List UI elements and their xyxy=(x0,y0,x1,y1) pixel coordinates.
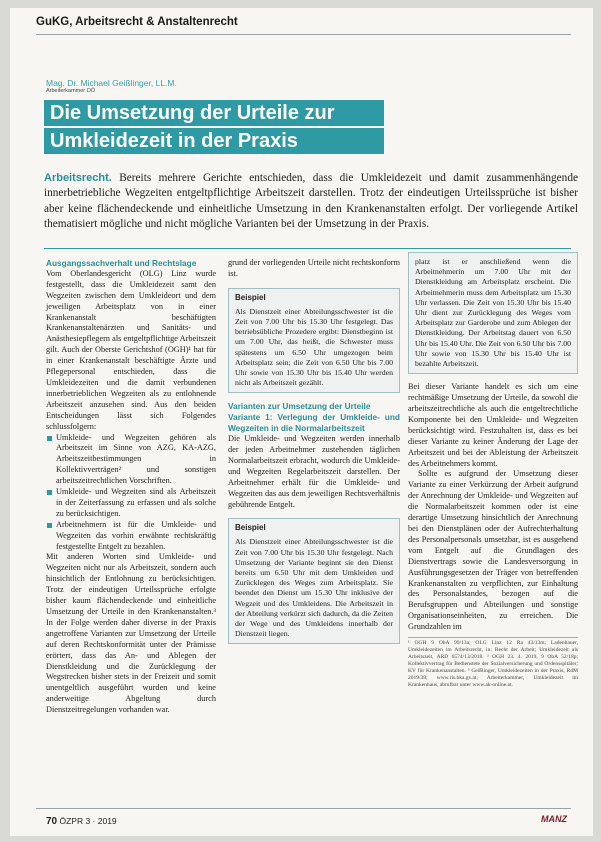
lead-paragraph xyxy=(44,171,578,233)
header-rule xyxy=(36,34,571,35)
example-box-2-text: Als Dienstzeit einer Abteilungsschwester ist die Zeit von 7.00 Uhr bis 15.30 Uhr festgelegt. Nach Umsetzung der Variante beginnt sie den Dienst bereits um 6.50 Uhr mit dem Umkleiden und Zurücklegen des Weges zum Arbeitsplatz. Sie beendet den Dienst um 15.30 Uhr inklusive der Wegzeit und des Umkleidens. Die Arbeitszeit in der Abteilung verkürzt sich dadurch, da die Zeiten der Wege und des Umkleidens innerhalb der Dienstzeit liegen. xyxy=(235,537,393,639)
lead-rule xyxy=(44,248,571,249)
list-item: Umkleide- und Wegzeiten gehören als Arbeitszeit im Sinne von AZG, KA-AZG, Arbeitszeitbestimmungen in Kollektivverträgen² und sonstigen arbeitszeitrechtlichen Vorschriften. xyxy=(56,432,216,486)
conclusions-list xyxy=(46,433,216,553)
list-item: Umkleide- und Wegzeiten sind als Arbeitszeit in der Zeiterfassung zu erfassen und als solche zu berücksichtigen. xyxy=(56,487,216,518)
section-heading-initial: Ausgangssachverhalt und Rechtslage xyxy=(46,258,197,268)
section-heading-variants: Varianten zur Umsetzung der Urteile xyxy=(228,401,371,412)
column-1 xyxy=(46,258,216,716)
journal-page xyxy=(10,8,593,836)
col3-paragraph-1: Bei dieser Variante handelt es sich um eine rechtmäßige Umsetzung der Urteile, da sowohl die arbeitszeitrechtliche als auch die entgeltrechtliche Komponente bei den Umkleide- und Wegzeiten berücksichtigt wird. Festzuhalten ist, dass es bei dieser Variante zu keiner Änderung der Lage der Arbeitszeit und bei der Ableistung der Arbeitszeit des Arbeitnehmers kommt. xyxy=(408,382,578,468)
col3-paragraph-2: Sollte es aufgrund der Umsetzung dieser Variante zu einer Verkürzung der Arbeit aufgrund der Anrechnung der Umkleide- und Wegzeiten auf die Normalarbeitszeit kommen oder ist eine derartige Umsetzung hinsichtlich der Anrechnung bei den Dienstplänen oder der Aufrechterhaltung des Personalpersonals umsetzbar, ist es ausgehend vom Entgelt auf die Grundlagen des Dienstvertrags sowie die Landesversorgung in Ausführungsgesetzen der Träger von betreffenden Krankenanstalten zu verpflichten, zur Einhaltung des Personalstandes, bezogen auf die Berufsgruppen und Abteilungen und sonstige Organisationseinheiten, zu erreichen. Die Grundzahlen im xyxy=(408,469,578,632)
running-head: GuKG, Arbeitsrecht & Anstaltenrecht xyxy=(36,16,238,28)
article-title-line-1: Die Umsetzung der Urteile zur xyxy=(44,100,384,126)
example-box-1-text: Als Dienstzeit einer Abteilungsschwester ist die Zeit von 7.00 Uhr bis 15.30 Uhr festgelegt. Das betriebsübliche Prozedere ergibt: Dienstbeginn ist um 7.00 Uhr, das heißt, die Schwester muss spätestens um 6.50 Uhr umgezogen beim Arbeitsplatz sein; die Zeit von 6.50 Uhr bis 7.00 Uhr sowie von 15.30 Uhr bis 15.40 Uhr werden nicht als Arbeitszeit gezählt. xyxy=(235,306,393,388)
page-footer xyxy=(46,816,117,827)
col2-paragraph-2: Die Umkleide- und Wegzeiten werden innerhalb der jeden Arbeitnehmer zustehenden täglichen Normalarbeitszeit erbracht, wodurch die Umkleide- und Wegzeiten Regelarbeitszeit darstellen. Der Arbeitnehmer erhält für die Umkleide- und Wegzeiten das aus dem jeweiligen Rechtsverhältnis gebührende Entgelt. xyxy=(228,434,400,509)
col1-paragraph-1: Vom Oberlandesgericht (OLG) Linz wurde festgestellt, dass die Umkleidezeit samt den Wegzeiten zwischen dem Umkleideort und dem jeweiligen Arbeitsplatz von in einer Krankenanstalt beschäftigten Krankenanstaltenärzten und Sanitäts- und Anästhesiepflegern als entgeltpflichtige Arbeitszeit gilt. Auch der Oberste Gerichtshof (OGH)¹ hat für in einer Krankenanstalt beschäftigte Ärzte und Pflegepersonal entschieden, dass die Umkleidezeiten und die damit verbundenen innerbetrieblichen Wegzeiten als zu entlohnende Arbeitszeit anzusehen sind. Aus den beiden Entscheidungen lässt sich Folgendes schlussfolgern: xyxy=(46,268,216,431)
footnotes: ¹ OGH 9 ObA 99/13a; OLG Linz 12 Ra 43/13m; Ladenbauer, Umkleidezeiten im Arbeitsrecht, in: Recht der Arbeit; Umkleidezeit als Arbeitszeit, ARD 6574/13/2018. ² OGH 23. 4. 2019, 9 ObA 52/18p; Kollektivvertrag für Bedienstete der Sozialversicherung und Ordensspitäler; KV für Krankenanstalten. ³ Geißlinger, Umkleidezeiten in der Praxis, RdM 2019/38; www.ris.bka.gv.at; Arbeiterkammer, Umkleidezeit im Krankenhaus, abrufbar unter www.ak-online.at. xyxy=(408,637,578,689)
author-affiliation: Arbeiterkammer OÖ xyxy=(46,88,96,94)
example-box-1-heading: Beispiel xyxy=(235,292,266,302)
example-box-continued xyxy=(408,252,578,374)
example-box-2 xyxy=(228,518,400,644)
example-box-1 xyxy=(228,288,400,394)
publisher-logo: MANZ xyxy=(541,814,567,824)
author-name: Mag. Dr. Michael Geißlinger, LL.M. xyxy=(46,78,177,88)
page-number: 70 xyxy=(46,816,58,827)
column-2 xyxy=(228,258,400,652)
section-heading-variant-1: Variante 1: Verlegung der Umkleide- und Wegzeiten in die Normalarbeitszeit xyxy=(228,412,400,434)
footer-rule xyxy=(36,808,571,809)
example-box-2-heading: Beispiel xyxy=(235,523,266,533)
lead-text: Bereits mehrere Gerichte entschieden, dass die Umkleidezeit und damit zusammenhängende innerbetriebliche Wegzeiten entgeltpflichtige Arbeitszeit darstellen. Trotz der eindeutigen Urteilssprüche ist bisher aber keine flächendeckende und einheitliche Umsetzung in den Krankenanstalten erfolgt. Der vorliegende Artikel thematisiert mögliche und nicht mögliche Varianten bei der Umsetzung in der Praxis. xyxy=(44,172,578,231)
lead-label: Arbeitsrecht. xyxy=(44,172,112,184)
example-box-continued-text: platz ist er anschließend wenn die Arbeitnehmerin um 7.00 Uhr mit der Dienstkleidung am Arbeitsplatz erscheint. Die Arbeitnehmerin muss dem Arbeitsplatz um 15.30 Uhr verlassen. Die Zeit von 15.30 Uhr bis 15.40 Uhr dient zur Zurücklegung des Weges vom Arbeitsplatz zur Garderobe und zum Ablegen der Dienstkleidung. Der Arbeitstag dauert von 6.50 Uhr bis 15.40 Uhr. Die Zeit von 6.50 Uhr bis 7.00 Uhr sowie von 15.30 Uhr bis 15.40 Uhr ist bezahlte Arbeitszeit. xyxy=(415,257,571,369)
column-3 xyxy=(408,258,578,689)
list-item: Arbeitnehmern ist für die Umkleide- und Wegzeiten das vorhin erwähnte rechtskräftig festgestellte Entgelt zu bezahlen. xyxy=(56,519,216,551)
article-title-line-2: Umkleidezeit in der Praxis xyxy=(44,128,384,154)
issue-label: ÖZPR 3 · 2019 xyxy=(59,816,117,826)
col1-paragraph-2: Mit anderen Worten sind Umkleide- und Wegzeiten nicht nur als Arbeitszeit, sondern auch hinsichtlich der Entlohnung zu berücksichtigen. Trotz der eindeutigen Urteilssprüche erfolgte bisher kaum flächendeckende und einheitliche Umsetzung der Urteile in den Krankenanstalten.³ In der Folge werden daher diverse in der Praxis angetroffene Varianten zur Umsetzung der Urteile auf deren Rechtskonformität unter der Prämisse erörtert, dass das An- und Ablegen der Dienstkleidung und die Zurücklegung der Wegstrecken bisher stets in der Freizeit und somit unentgeltlich ausgeführt wurden und keine anderweitige Abgeltung durch Dienstzeitregelungen vorhanden war. xyxy=(46,552,216,715)
col2-paragraph-1: grund der vorliegenden Urteile nicht rechtskonform ist. xyxy=(228,258,400,278)
